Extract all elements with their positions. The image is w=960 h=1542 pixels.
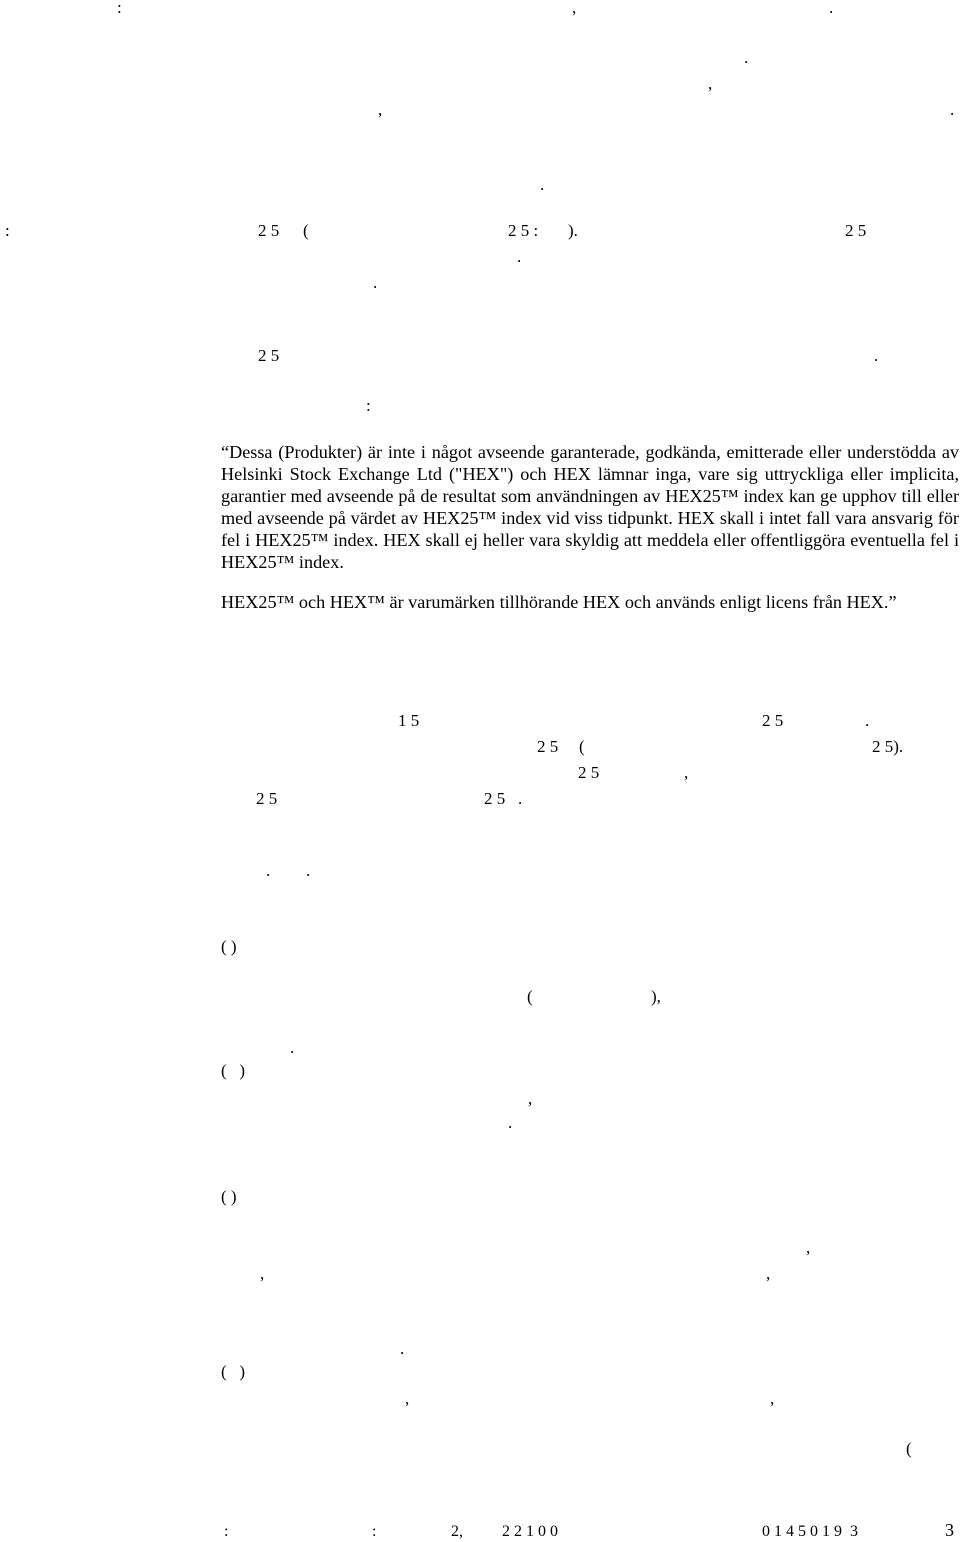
text-fragment: . [744, 48, 749, 67]
text-fragment: , [528, 1089, 533, 1108]
text-fragment: : [5, 221, 10, 240]
text-fragment: , [684, 763, 689, 782]
text-fragment: , [708, 74, 713, 93]
text-fragment: 2 5 [762, 711, 784, 730]
text-fragment: , [260, 1264, 265, 1283]
text-fragment: , [572, 0, 577, 17]
footer-postal-code: 2 2 1 0 0 [502, 1523, 558, 1540]
disclaimer-paragraph: “Dessa (Produkter) är inte i något avseende garanterade, godkända, emitterade eller understödda av Helsinki Stock Exchange Ltd ("HEX") och HEX lämnar inga, vare sig uttryckliga eller implicita, garantier med avseende på de resultat som användningen av HEX25™ index kan ge upphov till eller med avseende på värdet av HEX25™ index vid viss tidpunkt. HEX skall i intet fall vara ansvarig för fel i HEX25™ index. HEX skall ej heller vara skyldig att meddela eller offentliggöra eventuella fel i HEX25™ index. [221, 442, 959, 572]
text-fragment: : [366, 396, 371, 415]
text-fragment: ( [906, 1439, 912, 1458]
text-fragment: ( [303, 221, 309, 240]
text-fragment: , [806, 1238, 811, 1257]
text-fragment: . [517, 247, 522, 266]
text-fragment: . [306, 861, 311, 880]
text-fragment: , [405, 1389, 410, 1408]
footer-colon: : [372, 1523, 377, 1540]
text-fragment: , [766, 1264, 771, 1283]
page-number: 3 [945, 1520, 954, 1540]
text-fragment: , [770, 1389, 775, 1408]
text-fragment: ). [568, 221, 578, 240]
text-fragment: ( [527, 987, 533, 1006]
footer-colon: : [224, 1523, 229, 1540]
footer-number: 2, [451, 1523, 463, 1540]
text-fragment: . [508, 1113, 513, 1132]
text-fragment: . [373, 273, 378, 292]
text-fragment: . [865, 711, 870, 730]
text-fragment: ( ) [221, 937, 237, 956]
disclaimer-quote [221, 441, 959, 613]
text-fragment: 2 5 [258, 221, 280, 240]
text-fragment: . [829, 0, 834, 17]
text-fragment: 2 5). [872, 737, 904, 756]
text-fragment: ( ) [221, 1362, 246, 1381]
text-fragment: . [400, 1339, 405, 1358]
text-fragment: 2 5 [256, 789, 278, 808]
text-fragment: 2 5 [484, 789, 506, 808]
text-fragment: 2 5 [845, 221, 867, 240]
text-fragment: . [518, 789, 523, 808]
text-fragment: ( ) [221, 1061, 246, 1080]
footer-phone: 0 1 4 5 0 1 9 3 [762, 1523, 858, 1540]
text-fragment: , [378, 100, 383, 119]
text-fragment: 1 5 [398, 711, 420, 730]
trademark-paragraph: HEX25™ och HEX™ är varumärken tillhörande HEX och används enligt licens från HEX.” [221, 592, 897, 612]
text-fragment: 2 5 [258, 346, 280, 365]
text-fragment: ( [579, 737, 585, 756]
text-fragment: . [874, 346, 879, 365]
text-fragment: . [266, 861, 271, 880]
text-fragment: ( ) [221, 1187, 237, 1206]
text-fragment: . [540, 175, 545, 194]
text-fragment: . [950, 100, 955, 119]
text-fragment: 2 5 [578, 763, 600, 782]
text-fragment: 2 5 : [508, 221, 539, 240]
text-fragment: ), [651, 987, 661, 1006]
text-fragment: 2 5 [537, 737, 559, 756]
text-fragment: : [117, 0, 122, 17]
text-fragment: . [290, 1038, 295, 1057]
